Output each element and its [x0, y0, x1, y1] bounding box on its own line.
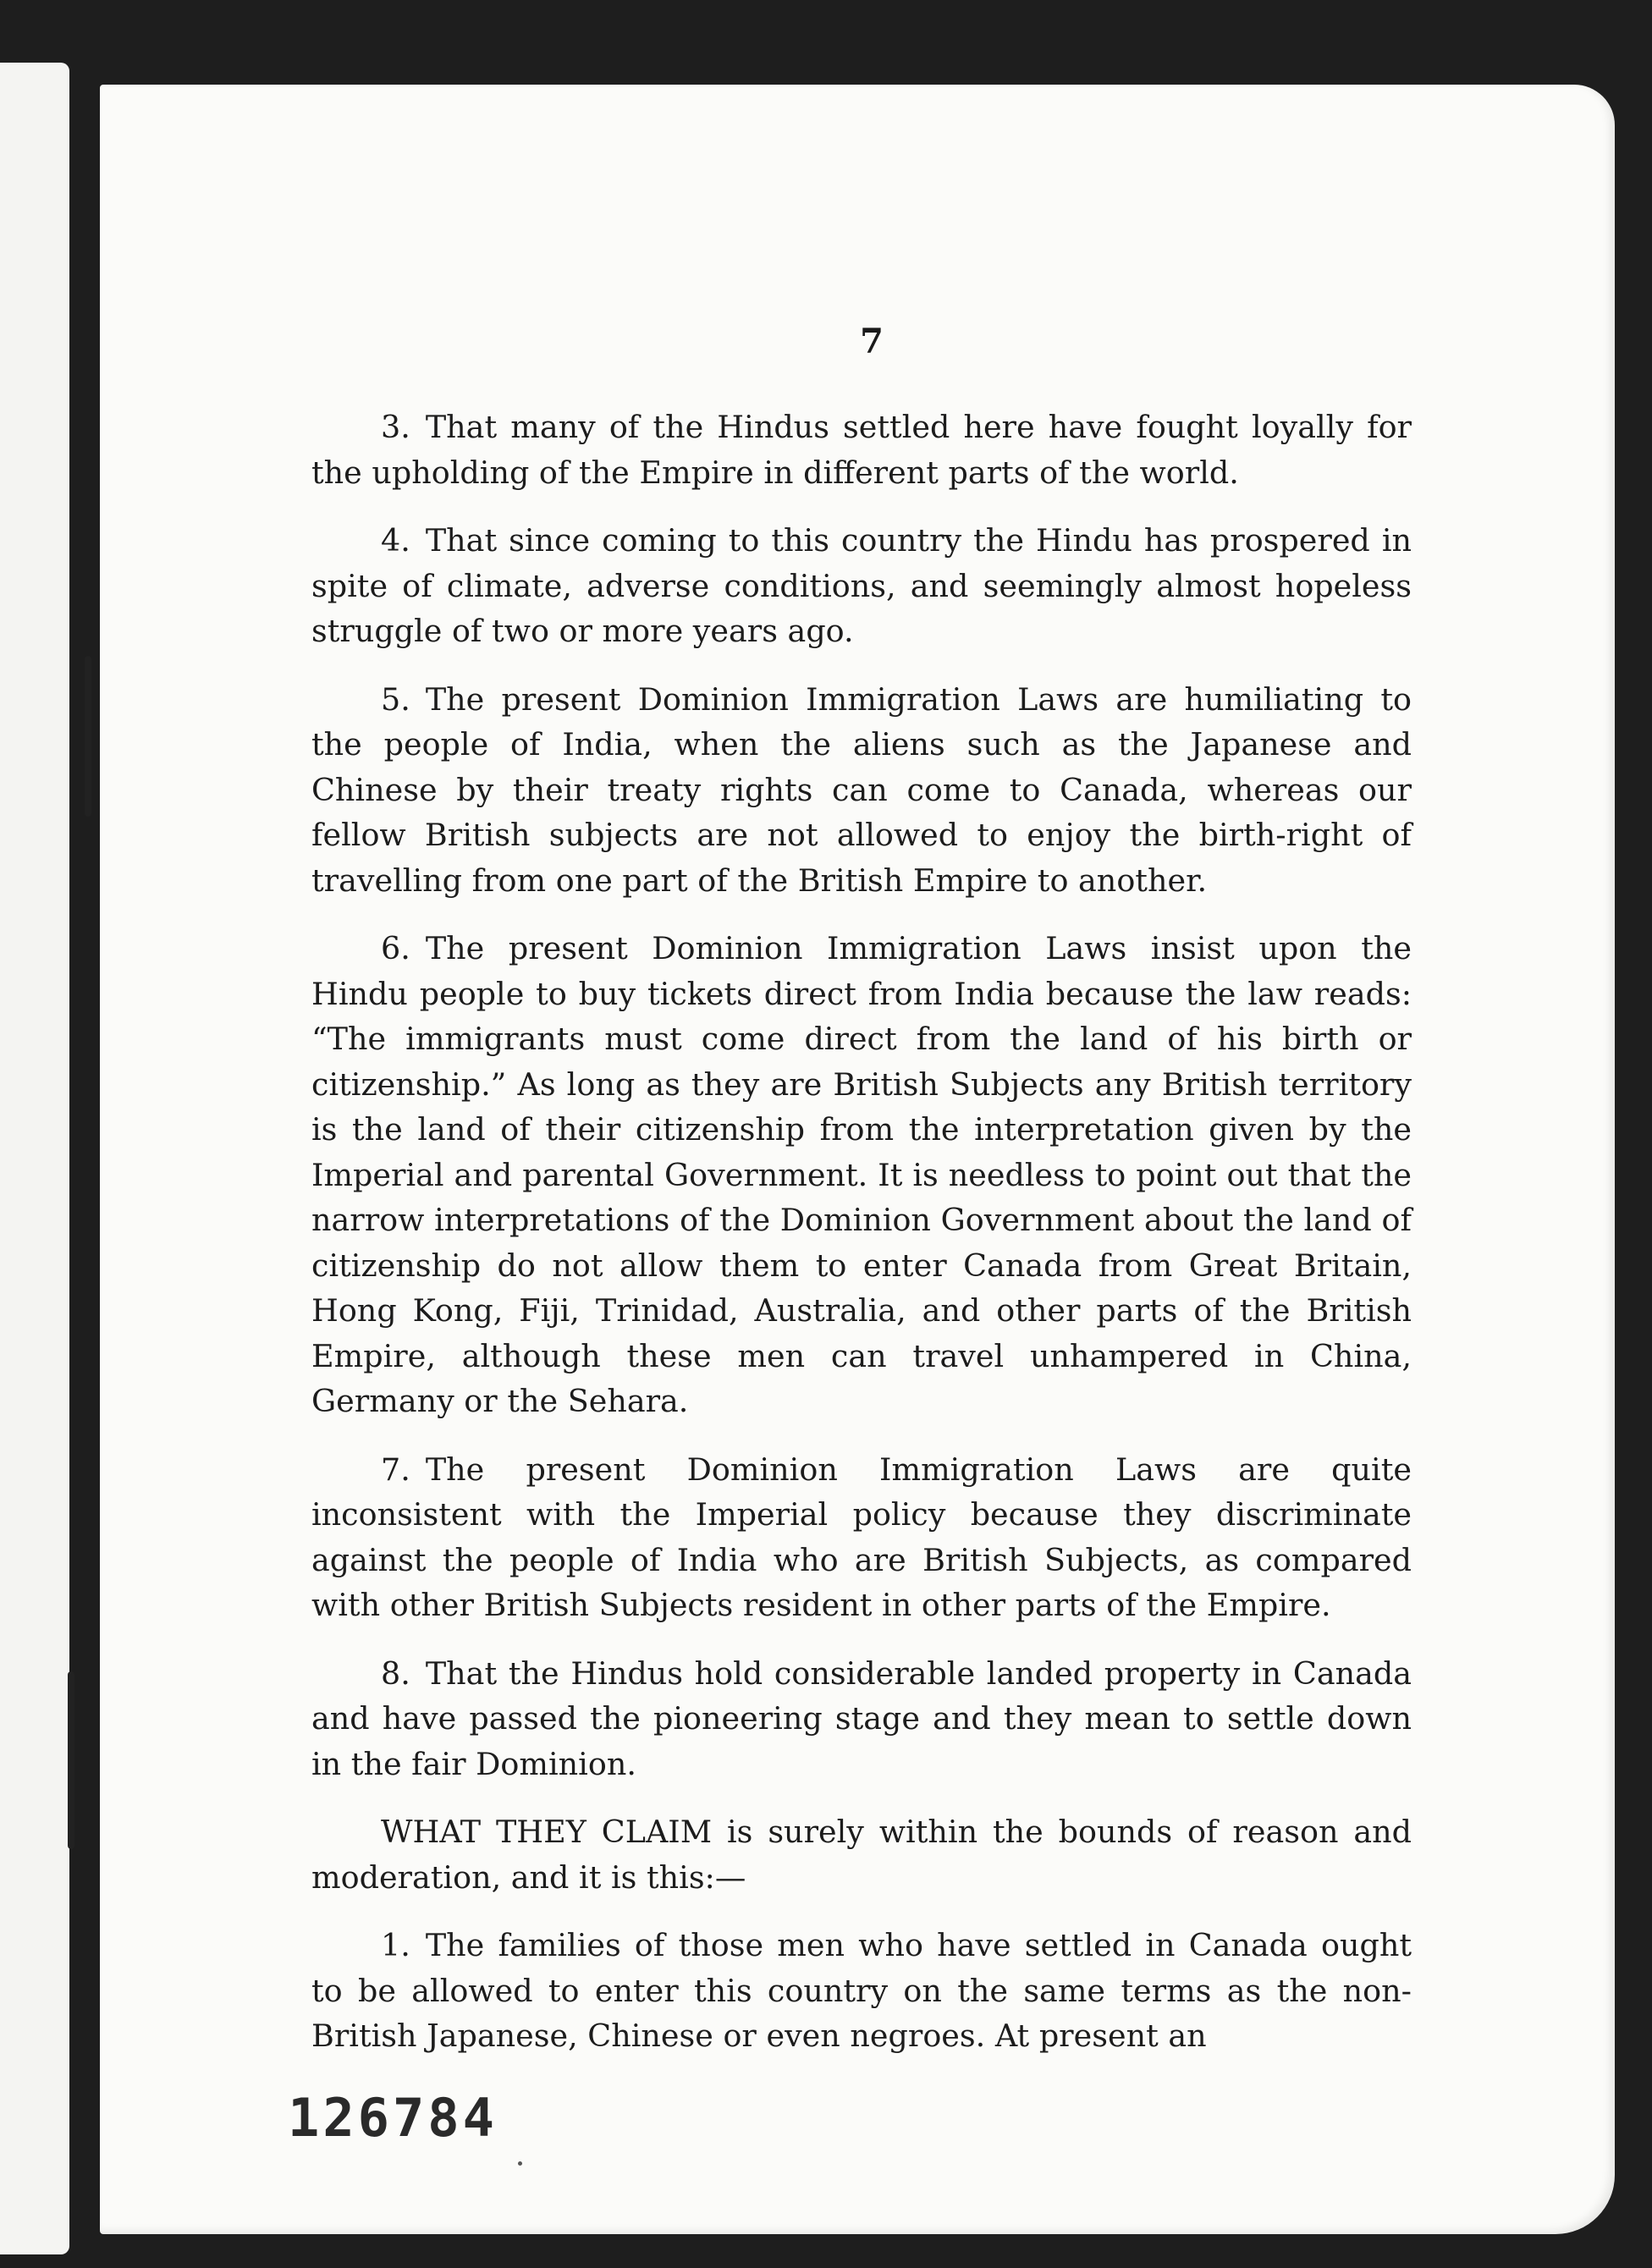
paragraph-number: 1. — [381, 1927, 410, 1963]
binding-thread-mark — [85, 656, 91, 817]
paragraph-text: That since coming to this country the Hindu has prospered in spite of climate, adverse conditions, and seemingly almost hopeless struggle of two or more years ago. — [311, 522, 1412, 649]
paragraph — [311, 1923, 1412, 2059]
paragraph-number: 3. — [381, 409, 410, 445]
paragraph-text: The present Dominion Immigration Laws are humiliating to the people of India, when the aliens such as the Japanese and Chinese by their treaty rights can come to Canada, whereas our fellow British subjects are not allowed to enjoy the birth-right of travelling from one part of the British Empire to another. — [311, 680, 1412, 899]
paragraph-text: The families of those men who have settled in Canada ought to be allowed to enter this country on the same terms as the non-British Japanese, Chinese or even negroes. At present an — [311, 1927, 1412, 2054]
paragraph-number: 7. — [381, 1451, 410, 1488]
speck — [518, 2161, 522, 2166]
paragraph-number: 5. — [381, 680, 410, 718]
paragraph — [311, 677, 1412, 904]
stamped-number: 126784 — [288, 2087, 498, 2149]
paragraph — [311, 518, 1412, 654]
paragraph-number: 4. — [381, 522, 410, 559]
paragraph-text: The present Dominion Immigration Laws are quite inconsistent with the Imperial policy because they discriminate against the people of India who are British Subjects, as compared with other British Subjects resident in other parts of the Empire. — [311, 1451, 1412, 1623]
paragraph-number: 6. — [381, 930, 410, 966]
paragraph — [311, 926, 1412, 1424]
page-number: 7 — [860, 322, 884, 361]
body-text — [311, 405, 1412, 2082]
facing-page-edge — [0, 63, 69, 2254]
paragraph-text: WHAT THEY CLAIM is surely within the bounds of reason and moderation, and it is this:— — [311, 1814, 1412, 1896]
paragraph-text: That the Hindus hold considerable landed property in Canada and have passed the pioneering stage and they mean to settle down in the fair Dominion. — [311, 1654, 1412, 1782]
paragraph-number: 8. — [381, 1654, 410, 1692]
paragraph — [311, 1651, 1412, 1787]
paragraph-text: That many of the Hindus settled here have fought loyally for the upholding of the Empire in different parts of the world. — [311, 409, 1412, 491]
paragraph-text: The present Dominion Immigration Laws insist upon the Hindu people to buy tickets direct from India because the law reads: “The immigrants must come direct from the land of his birth or citizenship.” As long as they are British Subjects any British territory is the land of their citizenship from the interpretation given by the Imperial and parental Government. It is needless to point out that the narrow interpretations of the Dominion Government about the land of citizenship do not allow them to enter Canada from Great Britain, Hong Kong, Fiji, Trinidad, Australia, and other parts of the British Empire, although these men can travel unhampered in China, Germany or the Sehara. — [311, 930, 1412, 1419]
paragraph — [311, 405, 1412, 495]
claim-intro-paragraph — [311, 1809, 1412, 1900]
binding-thread-mark — [68, 1671, 74, 1849]
paragraph — [311, 1447, 1412, 1628]
